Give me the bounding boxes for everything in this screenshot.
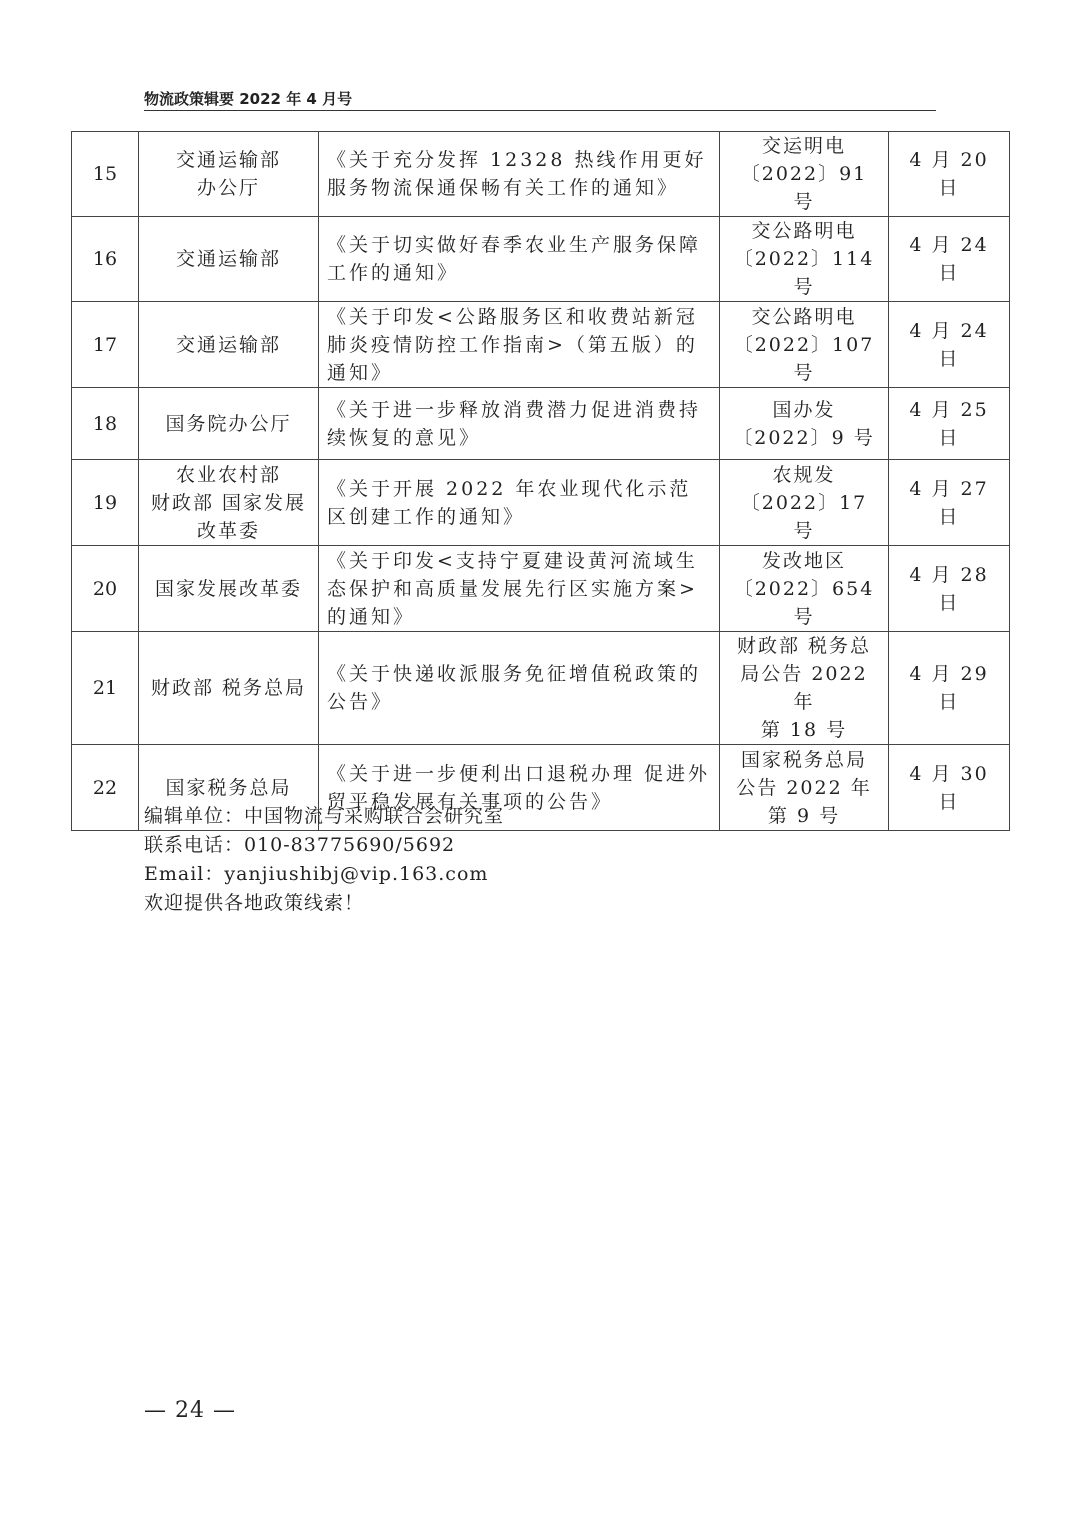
row-number-cell: 15 <box>72 132 139 217</box>
issue-date-cell: 4 月 25 日 <box>889 388 1010 460</box>
document-number-line: 局公告 2022 年 <box>740 663 868 713</box>
row-number-cell: 17 <box>72 302 139 388</box>
department-line: 改革委 <box>196 519 260 542</box>
running-header: 物流政策辑要 2022 年 4 月号 <box>144 90 353 108</box>
issuing-department-cell <box>139 632 319 745</box>
document-number-cell <box>720 632 889 745</box>
document-number-line: 〔2022〕17 号 <box>740 491 868 542</box>
table-row <box>72 217 1010 302</box>
row-number-cell: 22 <box>72 745 139 831</box>
editorial-footer <box>144 802 504 918</box>
department-line: 国家税务总局 <box>165 776 292 799</box>
document-number-line: 交公路明电 <box>751 220 857 242</box>
policy-table <box>71 131 1010 831</box>
department-line: 财政部 国家发展 <box>150 491 307 514</box>
issuing-department-cell <box>139 546 319 632</box>
department-line: 交通运输部 <box>175 248 281 270</box>
table-row <box>72 302 1010 388</box>
contact-phone: 联系电话：010-83775690/5692 <box>144 834 456 856</box>
document-number-cell <box>720 302 889 388</box>
issue-date-cell: 4 月 29 日 <box>889 632 1010 745</box>
issuing-department-cell <box>139 217 319 302</box>
policy-title-cell: 《关于进一步便利出口退税办理 促进外贸平稳发展有关事项的公告》 <box>319 745 720 831</box>
document-number-line: 交运明电 <box>761 135 846 157</box>
document-number-line: 第 9 号 <box>767 804 841 827</box>
department-line: 财政部 税务总局 <box>150 677 307 699</box>
document-number-line: 国办发 <box>772 398 836 421</box>
department-line: 交通运输部 <box>175 333 281 356</box>
table-row <box>72 132 1010 217</box>
issue-date-cell: 4 月 28 日 <box>889 546 1010 632</box>
policy-title-cell: 《关于印发<公路服务区和收费站新冠肺炎疫情防控工作指南>（第五版）的通知》 <box>319 302 720 388</box>
document-number-cell <box>720 388 889 460</box>
document-number-cell <box>720 460 889 546</box>
document-number-line: 发改地区 <box>761 549 846 572</box>
document-number-line: 〔2022〕9 号 <box>733 426 875 449</box>
document-number-cell <box>720 132 889 217</box>
document-number-line: 第 18 号 <box>760 719 848 741</box>
page-number: — 24 — <box>144 1398 236 1423</box>
policy-title-cell: 《关于开展 2022 年农业现代化示范区创建工作的通知》 <box>319 460 720 546</box>
issue-date-cell: 4 月 20 日 <box>889 132 1010 217</box>
document-number-line: 〔2022〕654 号 <box>733 577 875 628</box>
department-line: 国务院办公厅 <box>165 412 292 435</box>
issuing-department-cell <box>139 302 319 388</box>
row-number-cell: 20 <box>72 546 139 632</box>
issue-date-cell: 4 月 27 日 <box>889 460 1010 546</box>
issuing-department-cell <box>139 132 319 217</box>
document-number-cell <box>720 546 889 632</box>
row-number-cell: 16 <box>72 217 139 302</box>
department-line: 办公厅 <box>196 177 260 199</box>
document-number-line: 〔2022〕114 号 <box>733 248 875 298</box>
document-number-line: 农规发 <box>772 463 836 486</box>
department-line: 国家发展改革委 <box>154 577 302 600</box>
row-number-cell: 18 <box>72 388 139 460</box>
call-for-tips: 欢迎提供各地政策线索！ <box>144 892 365 914</box>
policy-title-cell: 《关于快递收派服务免征增值税政策的公告》 <box>319 632 720 745</box>
table-row <box>72 460 1010 546</box>
document-number-line: 财政部 税务总 <box>736 635 872 657</box>
contact-email: Email：yanjiushibj@vip.163.com <box>144 863 489 885</box>
issue-date-cell: 4 月 30 日 <box>889 745 1010 831</box>
document-number-line: 公告 2022 年 <box>736 776 872 799</box>
table-row <box>72 388 1010 460</box>
document-number-line: 国家税务总局 <box>740 748 867 771</box>
policy-title-cell: 《关于充分发挥 12328 热线作用更好服务物流保通保畅有关工作的通知》 <box>319 132 720 217</box>
issue-date-cell: 4 月 24 日 <box>889 217 1010 302</box>
issuing-department-cell <box>139 460 319 546</box>
row-number-cell: 21 <box>72 632 139 745</box>
table-row <box>72 546 1010 632</box>
policy-title-cell: 《关于印发<支持宁夏建设黄河流域生态保护和高质量发展先行区实施方案>的通知》 <box>319 546 720 632</box>
department-line: 农业农村部 <box>175 463 281 486</box>
issue-date-cell: 4 月 24 日 <box>889 302 1010 388</box>
document-number-cell <box>720 217 889 302</box>
document-number-line: 交公路明电 <box>751 305 857 328</box>
policy-title-cell: 《关于进一步释放消费潜力促进消费持续恢复的意见》 <box>319 388 720 460</box>
department-line: 交通运输部 <box>175 149 281 171</box>
header-rule <box>144 110 936 111</box>
policy-title-cell: 《关于切实做好春季农业生产服务保障工作的通知》 <box>319 217 720 302</box>
row-number-cell: 19 <box>72 460 139 546</box>
document-number-line: 〔2022〕91 号 <box>740 163 868 213</box>
document-number-cell <box>720 745 889 831</box>
document-number-line: 〔2022〕107 号 <box>733 333 875 384</box>
table-row <box>72 632 1010 745</box>
issuing-department-cell <box>139 388 319 460</box>
editor-unit: 编辑单位：中国物流与采购联合会研究室 <box>144 805 505 827</box>
